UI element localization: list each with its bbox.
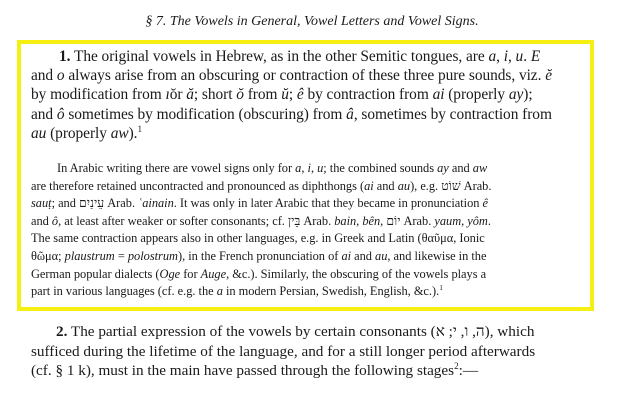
italic-text: a bbox=[488, 48, 497, 65]
text: Arab. bbox=[300, 213, 335, 228]
p1-line-4 bbox=[31, 105, 552, 124]
text: = bbox=[114, 248, 128, 263]
paragraph-number: 1. bbox=[59, 48, 71, 65]
text: Arab. bbox=[460, 178, 492, 193]
text: , sometimes by contraction from bbox=[353, 105, 552, 123]
text: ); bbox=[523, 86, 533, 104]
text: sometimes by modification (obscuring) from bbox=[64, 105, 347, 123]
footnote-ref[interactable]: 1 bbox=[439, 283, 443, 293]
text: ). bbox=[128, 124, 138, 142]
italic-text: au bbox=[375, 248, 388, 263]
text: in modern Persian, Swedish, English, &c.). bbox=[222, 284, 440, 299]
text: The same contraction appears also in other languages, e.g. in Greek and Latin (θαῦμα, Ionic bbox=[31, 231, 485, 246]
text: , and likewise in the bbox=[387, 248, 487, 263]
footnote-ref[interactable]: 2 bbox=[454, 361, 459, 372]
paragraph-arabic-note bbox=[31, 160, 491, 301]
text: from bbox=[243, 86, 282, 104]
text: are therefore retained uncontracted and pronounced as diphthongs ( bbox=[31, 178, 365, 193]
text: and bbox=[31, 67, 57, 85]
text: Arab. bbox=[400, 213, 435, 228]
p2-line-2 bbox=[31, 178, 491, 196]
text: The partial expression of the vowels by certain consonants (ה, ו, י; א), which bbox=[67, 323, 535, 340]
text: , bbox=[301, 161, 308, 175]
text: or bbox=[169, 86, 187, 104]
italic-text: Auge bbox=[200, 266, 227, 281]
text: by modification from bbox=[31, 86, 166, 104]
text: , bbox=[380, 213, 387, 228]
italic-text: u bbox=[317, 161, 324, 175]
p2-line-3 bbox=[31, 195, 491, 213]
text: ; and bbox=[51, 196, 79, 211]
text: , at least after weaker or softer consonants; cf. bbox=[58, 213, 288, 228]
italic-text: a bbox=[295, 161, 302, 175]
hebrew-word: שׁוֹט bbox=[441, 178, 461, 193]
italic-text: o bbox=[56, 67, 65, 85]
p1-line-5 bbox=[31, 124, 552, 143]
italic-text: u bbox=[515, 48, 524, 65]
italic-text: yaum, yôm bbox=[434, 213, 488, 228]
paragraph-1 bbox=[31, 47, 552, 143]
paragraph-2 bbox=[31, 322, 535, 381]
text: and bbox=[31, 105, 57, 123]
text: and bbox=[373, 178, 398, 193]
p2-line-6 bbox=[31, 248, 491, 266]
hebrew-word: יוֹם bbox=[386, 213, 401, 228]
p2-line-8 bbox=[31, 283, 491, 301]
p3-line-1 bbox=[31, 322, 535, 342]
p1-line-2 bbox=[31, 66, 552, 85]
text: and bbox=[31, 213, 52, 228]
italic-text: E bbox=[530, 48, 541, 65]
p1-line-3 bbox=[31, 85, 552, 104]
text: German popular dialects ( bbox=[31, 266, 160, 281]
hebrew-word: בֵּין bbox=[287, 213, 301, 228]
text: (properly bbox=[46, 124, 111, 142]
text: Arab. bbox=[104, 196, 139, 211]
text: θῶμα; bbox=[31, 248, 65, 263]
p2-line-5 bbox=[31, 230, 491, 248]
italic-text: Oge bbox=[159, 266, 181, 281]
italic-text: ô bbox=[56, 105, 65, 123]
text: (cf. § 1 k), must in the main have passed through the following stages bbox=[31, 362, 455, 380]
italic-text: ĕ bbox=[545, 67, 552, 85]
text: . bbox=[487, 213, 491, 228]
text: and bbox=[351, 248, 376, 263]
section-heading: § 7. The Vowels in General, Vowel Letters and Vowel Signs. bbox=[145, 14, 479, 29]
italic-text: au bbox=[397, 178, 411, 193]
italic-text: ă bbox=[186, 86, 194, 104]
italic-text: ay bbox=[508, 86, 524, 104]
text: , bbox=[507, 48, 516, 65]
text: by contraction from bbox=[303, 86, 433, 104]
text: (properly bbox=[444, 86, 509, 104]
italic-text: ı̆ bbox=[165, 86, 170, 104]
p3-line-2 bbox=[31, 342, 535, 362]
hebrew-word: עֵינַיִם bbox=[79, 196, 105, 211]
text: for bbox=[180, 266, 201, 281]
p2-line-1 bbox=[31, 160, 491, 178]
text: ), in the French pronunciation of bbox=[177, 248, 342, 263]
italic-text: ŏ bbox=[236, 86, 244, 104]
paragraph-number: 2. bbox=[56, 323, 68, 340]
italic-text: ʿainain bbox=[138, 196, 174, 211]
text: ; bbox=[288, 86, 297, 104]
text: . It was only in later Arabic that they became in pronunciation bbox=[173, 196, 483, 211]
text: , bbox=[496, 48, 504, 65]
italic-text: ay bbox=[437, 161, 449, 175]
text: sufficed during the lifetime of the language, and for a still longer period afterwards bbox=[31, 342, 536, 360]
italic-text: plaustrum bbox=[64, 248, 115, 263]
italic-text: ai bbox=[432, 86, 445, 104]
italic-text: polostrum bbox=[127, 248, 178, 263]
footnote-ref[interactable]: 1 bbox=[137, 123, 143, 134]
italic-text: a bbox=[216, 284, 223, 299]
italic-text: â bbox=[346, 105, 354, 123]
italic-text: au bbox=[31, 124, 47, 142]
italic-text: ê bbox=[482, 196, 488, 211]
italic-text: ai bbox=[364, 178, 374, 193]
italic-text: bain, bên bbox=[334, 213, 381, 228]
p1-line-1 bbox=[31, 47, 552, 66]
text: . bbox=[523, 48, 531, 65]
italic-text: ŭ bbox=[281, 86, 289, 104]
text: :— bbox=[458, 362, 479, 380]
p3-line-3 bbox=[31, 361, 535, 381]
text: , &c.). Similarly, the obscuring of the vowels plays a bbox=[226, 266, 487, 281]
italic-text: i bbox=[503, 48, 508, 65]
text: In Arabic writing there are vowel signs only for bbox=[57, 161, 296, 175]
text: and bbox=[448, 161, 473, 175]
italic-text: aw bbox=[110, 124, 129, 142]
italic-text: ê bbox=[296, 86, 304, 104]
italic-text: aw bbox=[472, 161, 488, 175]
text: ; the combined sounds bbox=[323, 161, 438, 175]
text: The original vowels in Hebrew, as in the other Semitic tongues, are bbox=[70, 48, 489, 65]
italic-text: sauṭ bbox=[31, 196, 52, 211]
italic-text: ô bbox=[51, 213, 59, 228]
text: ; short bbox=[193, 86, 237, 104]
italic-text: ai bbox=[341, 248, 352, 263]
text: always arise from an obscuring or contraction of these three pure sounds, viz. bbox=[64, 67, 546, 85]
italic-text: i bbox=[307, 161, 311, 175]
text: part in various languages (cf. e.g. the bbox=[31, 284, 217, 299]
text: , bbox=[310, 161, 318, 175]
text: ), e.g. bbox=[410, 178, 442, 193]
p2-line-7 bbox=[31, 266, 491, 284]
p2-line-4 bbox=[31, 213, 491, 231]
